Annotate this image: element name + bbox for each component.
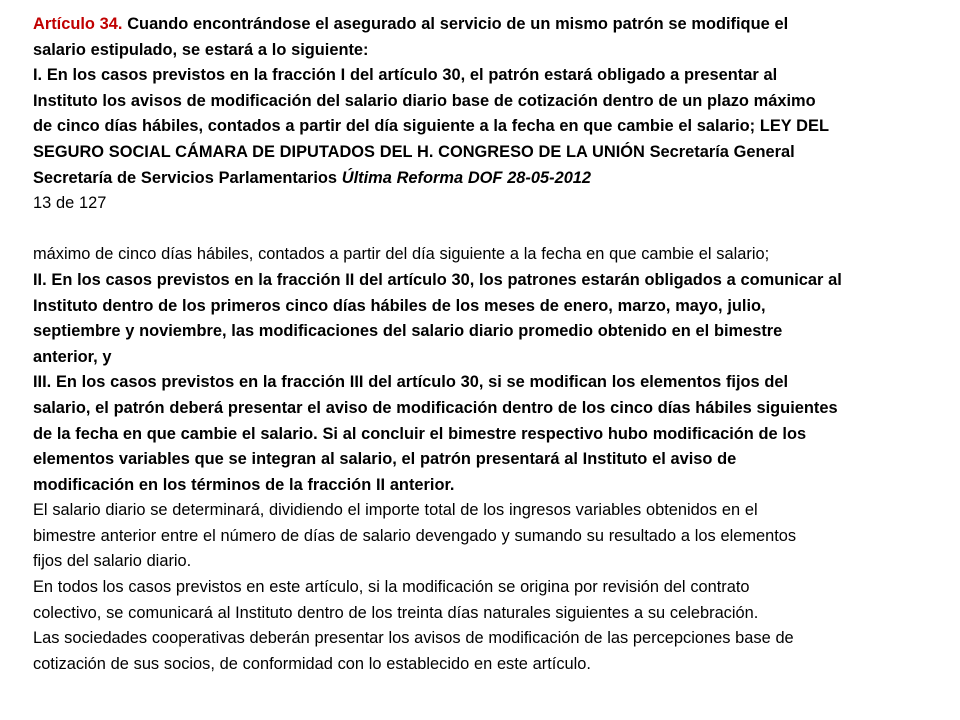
fraction-3-line-2: salario, el patrón deberá presentar el aviso de modificación dentro de los cinco días hábiles siguientes xyxy=(33,398,838,417)
fraction-3-line-4: elementos variables que se integran al salario, el patrón presentará al Instituto el aviso de xyxy=(33,450,737,469)
cooperatives-paragraph-line-2: cotización de sus socios, de conformidad con lo establecido en este artículo. xyxy=(33,654,591,673)
fraction-2-line-2: Instituto dentro de los primeros cinco días hábiles de los meses de enero, marzo, mayo, julio, xyxy=(33,296,766,315)
fraction-3-line-3: de la fecha en que cambie el salario. Si al concluir el bimestre respectivo hubo modificación de los xyxy=(33,424,807,443)
fraction-2-line-3: septiembre y noviembre, las modificaciones del salario diario promedio obtenido en el bimestre xyxy=(33,322,783,341)
document-page xyxy=(33,12,945,677)
fraction-1-line-1: I. En los casos previstos en la fracción I del artículo 30, el patrón estará obligado a presentar al xyxy=(33,66,778,85)
fraction-3-line-5: modificación en los términos de la fracción II anterior. xyxy=(33,475,455,494)
article-intro-second: salario estipulado, se estará a lo siguiente: xyxy=(33,40,369,59)
paragraph-gap xyxy=(33,217,945,243)
fraction-3-line-1: III. En los casos previstos en la fracción III del artículo 30, si se modifican los elementos fijos del xyxy=(33,373,789,392)
contract-paragraph-line-2: colectivo, se comunicará al Instituto dentro de los treinta días naturales siguientes a su celebración. xyxy=(33,603,759,622)
salary-paragraph-line-3: fijos del salario diario. xyxy=(33,552,192,571)
article-title: Artículo 34. xyxy=(33,15,123,33)
cooperatives-paragraph-line-1: Las sociedades cooperativas deberán presentar los avisos de modificación de las percepciones base de xyxy=(33,629,794,648)
contract-paragraph-line-1: En todos los casos previstos en este artículo, si la modificación se origina por revisión del contrato xyxy=(33,578,750,597)
fraction-1-line-4: SEGURO SOCIAL CÁMARA DE DIPUTADOS DEL H. CONGRESO DE LA UNIÓN Secretaría General xyxy=(33,142,795,161)
salary-paragraph-line-1: El salario diario se determinará, dividiendo el importe total de los ingresos variables obtenidos en el xyxy=(33,501,758,520)
article-heading-line xyxy=(33,12,945,38)
article-intro-first: Cuando encontrándose el asegurado al servicio de un mismo patrón se modifique el xyxy=(122,15,789,33)
fraction-1-line-5 xyxy=(33,166,945,192)
continuation-text: máximo de cinco días hábiles, contados a partir del día siguiente a la fecha en que cambie el salario; xyxy=(33,245,770,264)
page-number: 13 de 127 xyxy=(33,194,107,213)
fraction-1-line-2: Instituto los avisos de modificación del salario diario base de cotización dentro de un plazo máximo xyxy=(33,91,816,110)
last-reform-note: Última Reforma DOF 28-05-2012 xyxy=(341,168,592,187)
fraction-2-line-4: anterior, y xyxy=(33,347,112,366)
fraction-2-line-1: II. En los casos previstos en la fracción II del artículo 30, los patrones estarán obligados a comunicar al xyxy=(33,270,842,289)
fraction-1-line-3: de cinco días hábiles, contados a partir del día siguiente a la fecha en que cambie el salario; LEY DEL xyxy=(33,117,829,136)
fraction-1-line-5-plain: Secretaría de Servicios Parlamentarios xyxy=(33,168,342,187)
salary-paragraph-line-2: bimestre anterior entre el número de días de salario devengado y sumando su resultado a los elementos xyxy=(33,526,797,545)
